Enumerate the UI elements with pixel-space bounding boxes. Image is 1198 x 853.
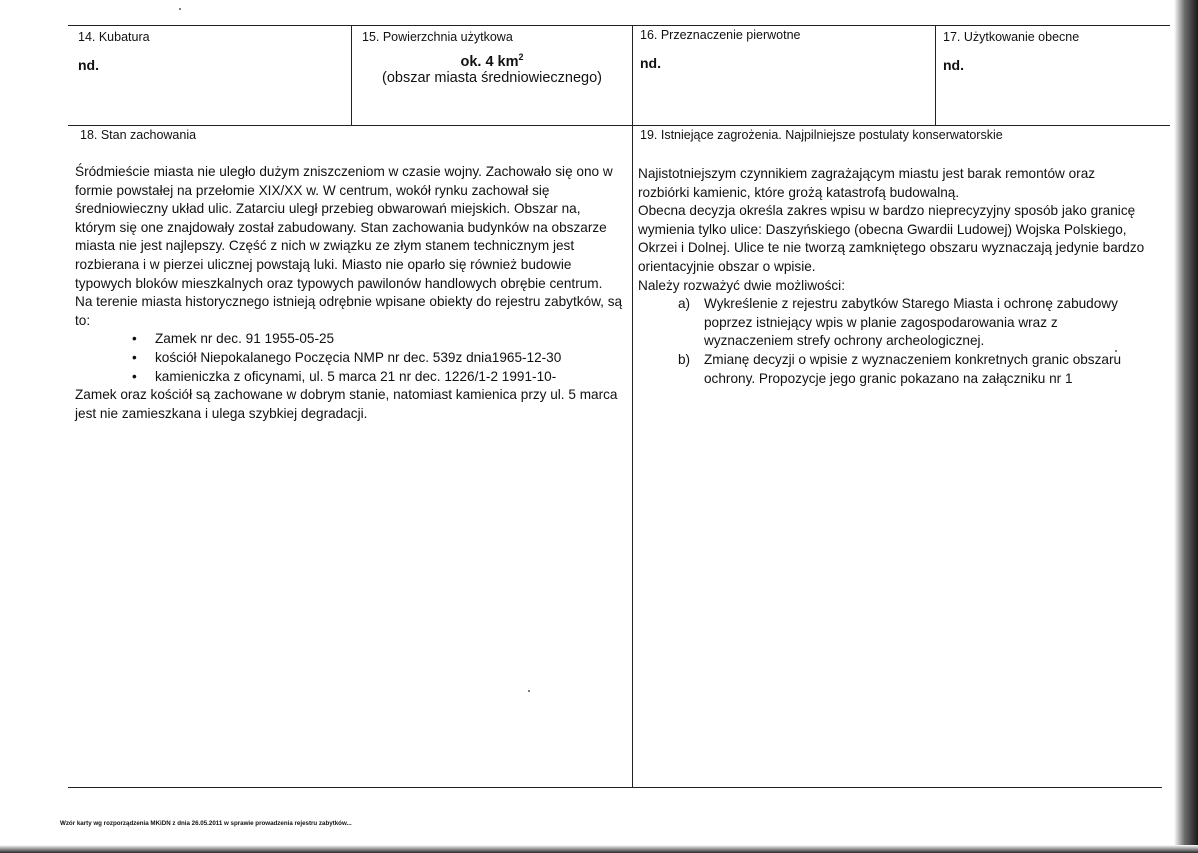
footer-note: Wzór karty wg rozporządzenia MKiDN z dnia 26.05.2011 w sprawie prowadzenia rejestru zabytków...: [60, 820, 352, 827]
table-top-border: [68, 25, 1170, 26]
powierzchnia-prefix: ok.: [460, 53, 482, 70]
kubatura-value: nd.: [78, 57, 99, 73]
zagrozenia-paragraph-2: Obecna decyzja określa zakres wpisu w bardzo nieprecyzyjny sposób jako granicę wymienia tylko ulice: Daszyńskiego (obecna Gwardii Ludowej) Wojska Polskiego, Okrzei i Dolnej. Ulice te nie tworzą zamkniętego obszaru wyznaczają jedynie bardzo orientacyjnie obszar o wpisie.: [638, 203, 1145, 274]
table-bottom-border: [68, 787, 1162, 788]
registry-item: • kamieniczka z oficynami, ul. 5 marca 21 nr dec. 1226/1-2 1991-10-: [75, 368, 625, 387]
option-item-b: [638, 351, 1148, 388]
stan-paragraph-2: Na terenie miasta historycznego istnieją odrębnie wpisane obiekty do rejestru zabytków, są to:: [75, 294, 623, 328]
scan-speck: [528, 690, 530, 692]
option-mark: a): [678, 296, 691, 312]
scan-speck: [179, 8, 181, 10]
kubatura-label: 14. Kubatura: [78, 30, 150, 44]
zagrozenia-paragraph-1: Najistotniejszym czynnikiem zagrażającym miastu jest barak remontów oraz rozbiórki kamienic, które grożą katastrofą budowalną.: [638, 166, 1096, 200]
zagrozenia-paragraph-3: Należy rozważyć dwie możliwości:: [638, 277, 845, 293]
uzytkowanie-label: 17. Użytkowanie obecne: [943, 30, 1080, 44]
option-text: Zmianę decyzji o wpisie z wyznaczeniem konkretnych granic obszaru ochrony. Propozycje jego granic pokazano na załączniku nr 1: [704, 351, 1122, 386]
option-text: Wykreślenie z rejestru zabytków Starego Miasta i ochronę zabudowy poprzez istniejący wpis w planie zagospodarowania wraz z wyznaczeniem strefy ochrony archeologicznej.: [704, 296, 1118, 349]
przeznaczenie-label: 16. Przeznaczenie pierwotne: [640, 28, 801, 42]
scan-speck: [1115, 350, 1117, 352]
powierzchnia-note: (obszar miasta średniowiecznego): [381, 69, 602, 86]
przeznaczenie-value: nd.: [640, 55, 661, 71]
stan-label: 18. Stan zachowania: [80, 128, 197, 142]
col-divider-2: [632, 25, 633, 787]
registry-item: • kościół Niepokalanego Poczęcia NMP nr dec. 539z dnia1965-12-30: [75, 349, 625, 368]
scan-edge-bottom: [0, 845, 1198, 853]
powierzchnia-label: 15. Powierzchnia użytkowa: [362, 30, 513, 44]
col-divider-3: [935, 25, 936, 125]
registry-item: • Zamek nr dec. 91 1955-05-25: [75, 330, 625, 349]
stan-content: [75, 163, 625, 423]
option-item-a: [638, 295, 1148, 351]
options-list: [638, 295, 1148, 388]
powierzchnia-amount: 4 km: [485, 53, 519, 70]
zagrozenia-content: [638, 165, 1148, 388]
row-divider: [68, 125, 1170, 126]
powierzchnia-value: [352, 52, 632, 86]
zagrozenia-label: 19. Istniejące zagrożenia. Najpilniejsze postulaty konserwatorskie: [640, 128, 1003, 142]
stan-paragraph-1: Śródmieście miasta nie uległo dużym zniszczeniom w czasie wojny. Zachowało się ono w formie powstałej na przełomie XIX/XX w. W centrum, wokół rynku zachował się średniowieczny układ ulic. Zatarciu uległ przebieg obwarowań miejskich. Obszar na, którym się one znajdowały został zabudowany. Stan zachowania budynków na obszarze miasta nie jest najlepszy. Część z nich w związku ze złym stanem technicznym jest rozbierana i w pierzei ulicznej powstają luki. Miasto nie oparło się również budowie typowych bloków mieszkalnych oraz typowych pawilonów handlowych obrębie centrum.: [75, 164, 613, 291]
stan-paragraph-3: Zamek oraz kościół są zachowane w dobrym stanie, natomiast kamienica przy ul. 5 marca jest nie zamieszkana i ulega szybkiej degradacji.: [75, 387, 618, 421]
uzytkowanie-value: nd.: [943, 57, 964, 73]
option-mark: b): [678, 351, 691, 367]
scan-edge-right: [1174, 0, 1198, 853]
powierzchnia-exponent: 2: [518, 52, 524, 62]
registry-list: [75, 330, 625, 386]
